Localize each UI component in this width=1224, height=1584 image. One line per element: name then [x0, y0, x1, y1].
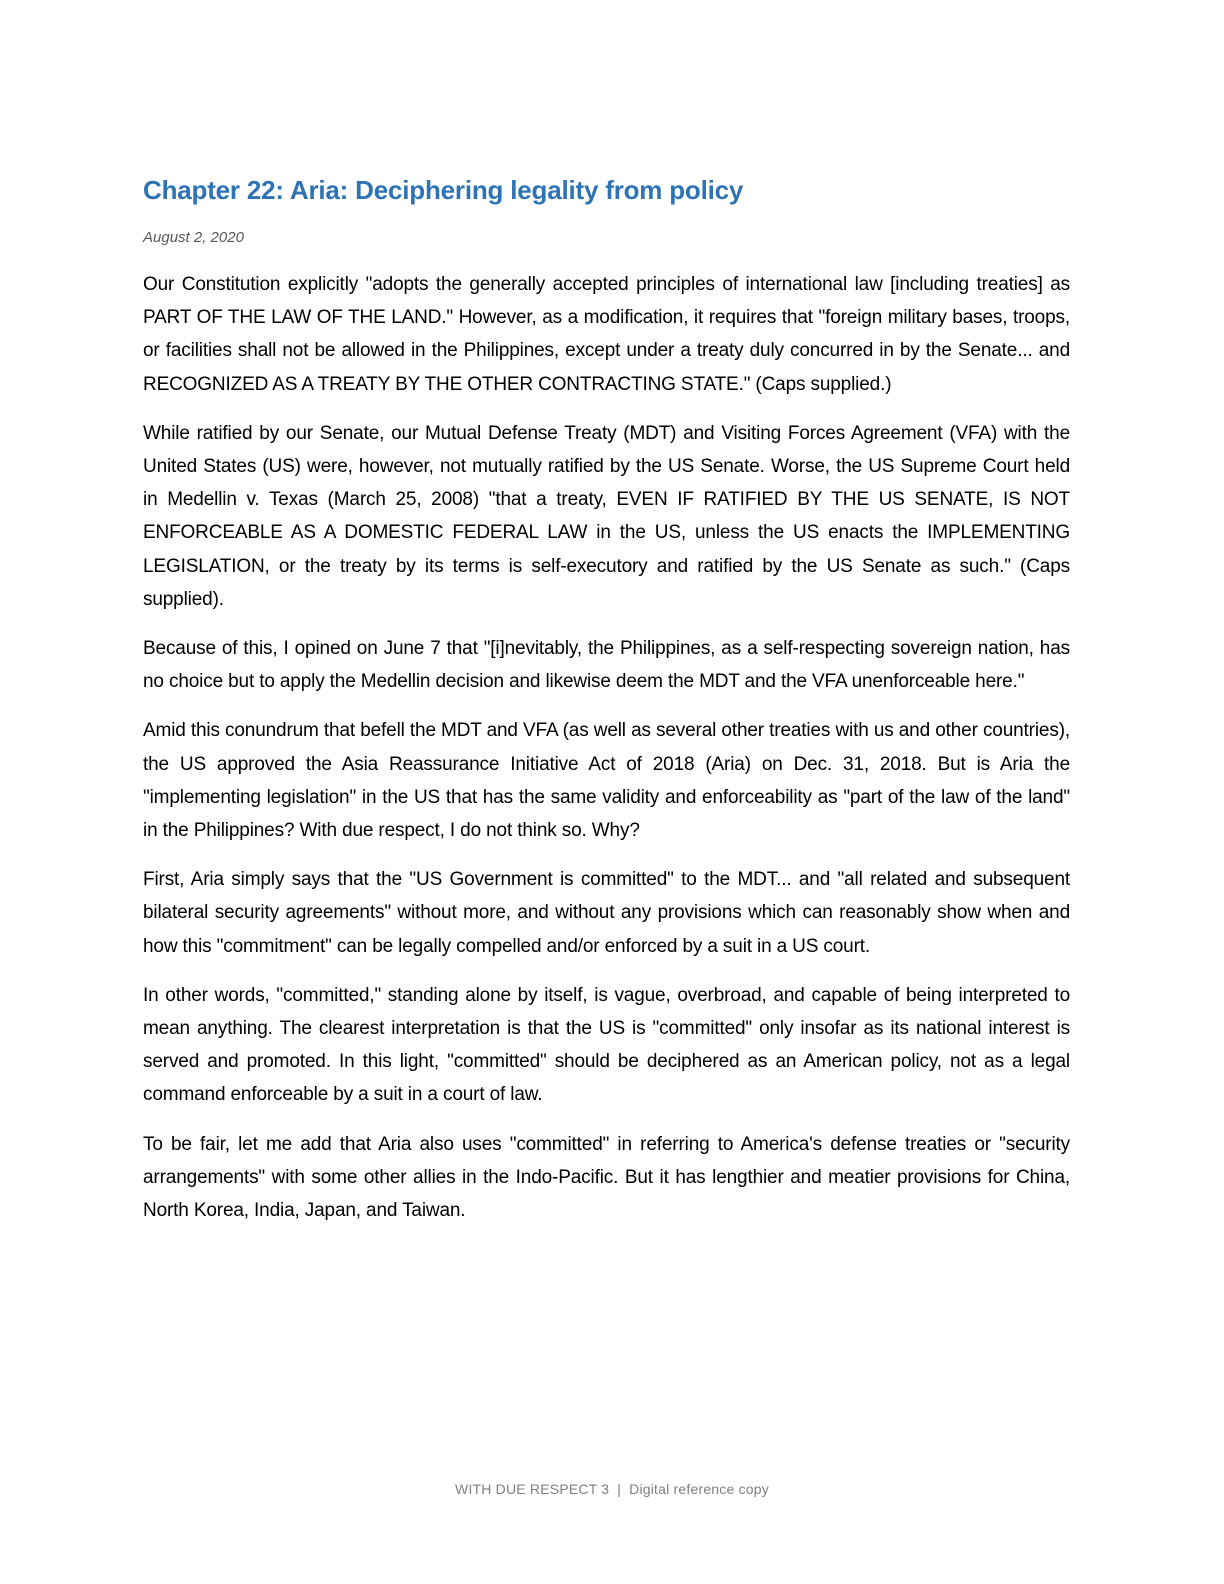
body-paragraph: Because of this, I opined on June 7 that "[i]nevitably, the Philippines, as a self-respecting sovereign nation, has no choice but to apply the Medellin decision and likewise deem the MDT and the VFA unenforceable here."	[143, 638, 1070, 693]
footer-separator: |	[617, 1481, 622, 1497]
publication-date: August 2, 2020	[143, 229, 244, 246]
body-paragraph: Our Constitution explicitly "adopts the generally accepted principles of international law [including treaties] as PART OF THE LAW OF THE LAND." However, as a modification, it requires that "foreign military bases, troops, or facilities shall not be allowed in the Philippines, except under a treaty duly concurred in by the Senate... and RECOGNIZED AS A TREATY BY THE OTHER CONTRACTING STATE." (Caps supplied.)	[143, 274, 1070, 395]
body-paragraph: To be fair, let me add that Aria also uses "committed" in referring to America's defense treaties or "security arrangements" with some other allies in the Indo-Pacific. But it has lengthier and meatier provisions for China, North Korea, India, Japan, and Taiwan.	[143, 1133, 1070, 1222]
article-body	[143, 268, 1070, 1227]
footer-book-page: WITH DUE RESPECT 3	[455, 1481, 610, 1497]
chapter-title: Chapter 22: Aria: Deciphering legality from policy	[143, 175, 744, 205]
body-paragraph: In other words, "committed," standing alone by itself, is vague, overbroad, and capable of being interpreted to mean anything. The clearest interpretation is that the US is "committed" only insofar as its national interest is served and promoted. In this light, "committed" should be deciphered as an American policy, not as a legal command enforceable by a suit in a court of law.	[143, 984, 1070, 1106]
body-paragraph: First, Aria simply says that the "US Government is committed" to the MDT... and "all related and subsequent bilateral security agreements" without more, and without any provisions which can reasonably show when and how this "commitment" can be legally compelled and/or enforced by a suit in a US court.	[143, 869, 1070, 957]
page-footer	[0, 1479, 1224, 1499]
page-content	[143, 170, 1070, 1243]
body-paragraph: Amid this conundrum that befell the MDT and VFA (as well as several other treaties with us and other countries), the US approved the Asia Reassurance Initiative Act of 2018 (Aria) on Dec. 31, 2018. But is Aria the "implementing legislation" in the US that has the same validity and enforceability as "part of the law of the land" in the Philippines? With due respect, I do not think so. Why?	[143, 720, 1070, 842]
footer-copy-note: Digital reference copy	[629, 1481, 769, 1497]
body-paragraph: While ratified by our Senate, our Mutual Defense Treaty (MDT) and Visiting Forces Agreement (VFA) with the United States (US) were, however, not mutually ratified by the US Senate. Worse, the US Supreme Court held in Medellin v. Texas (March 25, 2008) "that a treaty, EVEN IF RATIFIED BY THE US SENATE, IS NOT ENFORCEABLE AS A DOMESTIC FEDERAL LAW in the US, unless the US enacts the IMPLEMENTING LEGISLATION, or the treaty by its terms is self-executory and ratified by the US Senate as such." (Caps supplied).	[143, 422, 1070, 610]
